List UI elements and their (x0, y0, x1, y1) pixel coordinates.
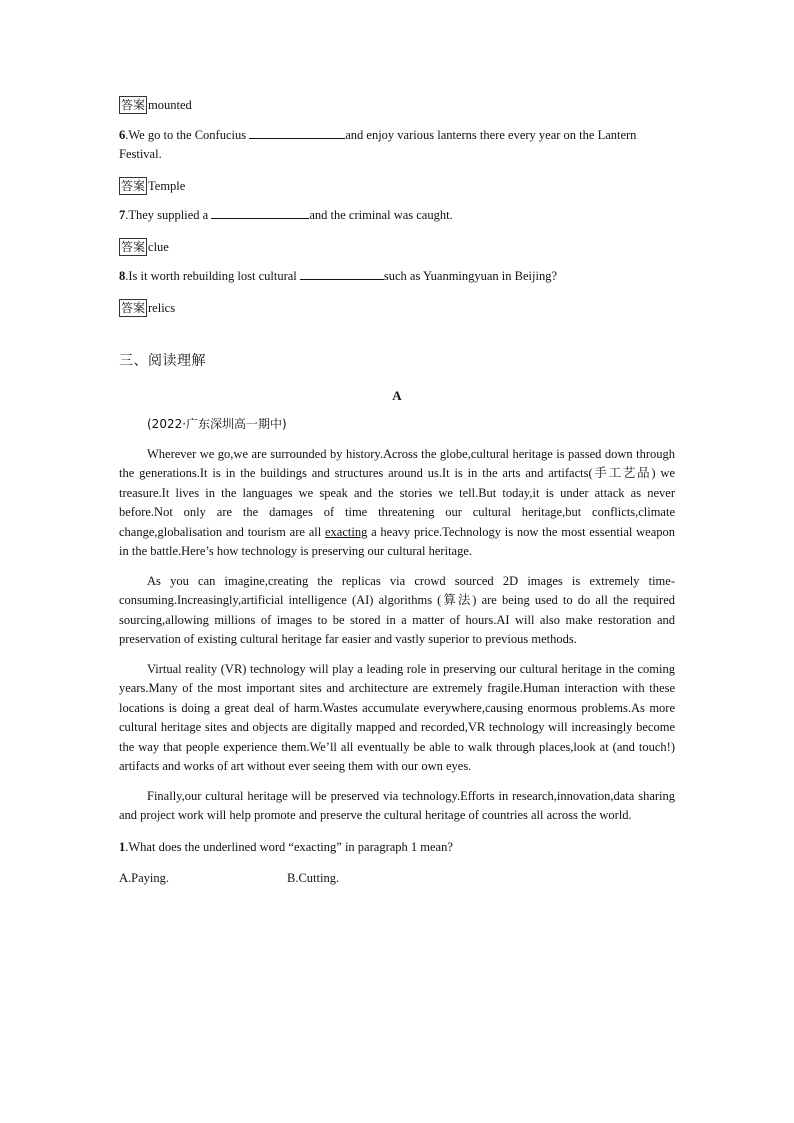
question-number: 7 (119, 208, 126, 222)
answer-tag: 答案 (121, 239, 146, 254)
answer-text: mounted (148, 98, 192, 112)
answer-text: Temple (148, 178, 186, 193)
paragraph-2: As you can imagine,creating the replicas via crowd sourced 2D images is extremely time-consuming.Increasingly,artificial intelligence (AI) algorithms (算法) are being used to do all the required sourcing,allowing millions of images to be stored in a matter of hours.AI will also make restoration and preservation of existing cultural heritage far easier and vastly superior to previous methods. (119, 573, 675, 646)
answer-tag: 答案 (121, 178, 146, 193)
answer-tag: 答案 (121, 300, 146, 315)
fill-blank (249, 126, 345, 139)
question-number: 8 (119, 269, 126, 283)
question-text-post: and the criminal was caught. (309, 208, 453, 222)
fill-blank (211, 206, 309, 219)
question-number: 1 (119, 839, 126, 854)
paragraph-3: Virtual reality (VR) technology will play a leading role in preserving our cultural heritage in the coming years.Many of the most important sites and architecture are extremely fragile.Human interaction with these locations is doing a great deal of harm.Wastes accumulate everywhere,causing enormous problems.As more cultural heritage sites and objects are digitally mapped and recorded,VR technology will increasingly become the way that people experience them.We’ll all eventually be able to walk through places,look at (and touch!) artifacts and works of art without ever seeing them with our own eyes. (119, 661, 675, 773)
question-text-post: and enjoy various lanterns there every year on the Lantern Festival. (119, 127, 637, 161)
question-number: 6 (119, 127, 126, 142)
question-text-pre: Is it worth rebuilding lost cultural (128, 269, 300, 283)
page-content (119, 96, 675, 889)
question-7: 7.They supplied a and the criminal was caught. (119, 208, 453, 222)
option-b: B.Cutting. (287, 871, 340, 885)
answer-text: clue (148, 239, 169, 254)
passage-title: A (392, 387, 402, 403)
question-text-post: such as Yuanmingyuan in Beijing? (383, 269, 558, 283)
section-title: 三、阅读理解 (119, 353, 206, 369)
reading-question-1: 1.What does the underlined word “exacting” in paragraph 1 mean? (119, 839, 453, 854)
answer-line (119, 299, 675, 319)
answer-line (119, 177, 675, 197)
question-8: 8.Is it worth rebuilding lost cultural such as Yuanmingyuan in Beijing? (119, 269, 558, 283)
option-a: A.Paying. (119, 871, 169, 885)
question-6: 6.We go to the Confucius and enjoy various lanterns there every year on the Lantern Festival. (119, 127, 637, 161)
paragraph-4: Finally,our cultural heritage will be preserved via technology.Efforts in research,innovation,data sharing and project work will help promote and preserve the cultural heritage of countries all across the world. (119, 788, 675, 822)
paragraph-text: Wherever we go,we are surrounded by history.Across the globe,cultural heritage is passed down through the generations.It is in the buildings and structures around us.It is in the arts and artifacts(手工艺品) we treasure.It lives in the languages we speak and the stories we tell.But today,it is under attack as never before.Not only are the damages of time threatening our cultural heritage,but conflicts,climate change,globalisation and tourism are all (119, 446, 675, 539)
question-text: What does the underlined word “exacting” in paragraph 1 mean? (128, 839, 453, 854)
fill-blank (300, 267, 384, 280)
paragraph-text: a heavy price.Technology is now the most essential weapon in the battle.Here’s how technology is preserving our cultural heritage. (119, 524, 676, 558)
answer-tag: 答案 (121, 98, 146, 112)
passage-source: (2022·广东深圳高一期中) (147, 417, 287, 431)
answer-line (119, 238, 675, 258)
question-text-pre: They supplied a (128, 208, 212, 222)
paragraph-1 (119, 445, 675, 562)
options-row (119, 869, 675, 889)
answer-line (119, 96, 675, 116)
underlined-word: exacting (324, 524, 368, 539)
question-text-pre: We go to the Confucius (128, 127, 250, 142)
answer-text: relics (148, 300, 176, 315)
